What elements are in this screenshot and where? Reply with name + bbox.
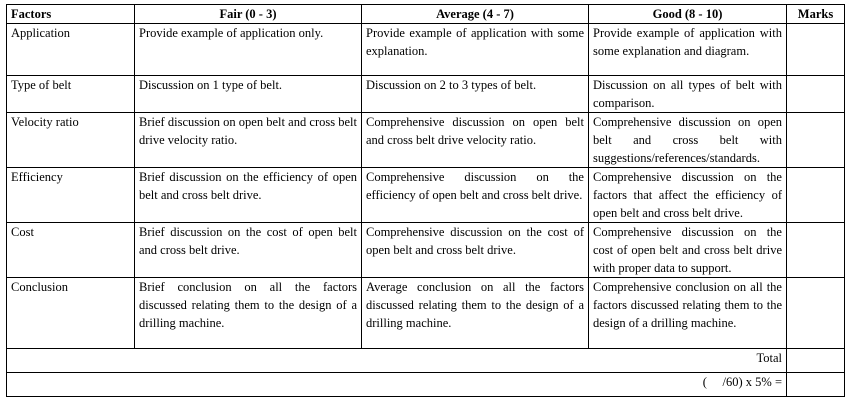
total-marks-cell[interactable] [787,349,845,373]
marks-cell[interactable] [787,223,845,278]
table-row [7,113,845,168]
table-row [7,223,845,278]
marks-cell[interactable] [787,76,845,113]
header-average: Average (4 - 7) [362,5,589,24]
fair-cell: Brief discussion on the cost of open belt and cross belt drive. [135,223,362,278]
average-cell: Average conclusion on all the factors discussed relating them to the design of a drilling machine. [362,278,589,349]
average-cell: Comprehensive discussion on the efficiency of open belt and cross belt drive. [362,168,589,223]
good-cell: Discussion on all types of belt with comparison. [589,76,787,113]
marks-cell[interactable] [787,24,845,76]
factor-cell: Type of belt [7,76,135,113]
good-cell: Comprehensive discussion on the cost of open belt and cross belt drive with proper data to support. [589,223,787,278]
score-row [7,373,845,397]
good-cell: Comprehensive discussion on the factors that affect the efficiency of open belt and cross belt drive. [589,168,787,223]
fair-cell: Provide example of application only. [135,24,362,76]
marks-cell[interactable] [787,168,845,223]
fair-cell: Brief discussion on open belt and cross belt drive velocity ratio. [135,113,362,168]
factor-cell: Conclusion [7,278,135,349]
good-cell: Comprehensive discussion on open belt and cross belt with suggestions/references/standards. [589,113,787,168]
rubric-table [6,4,845,397]
marks-cell[interactable] [787,113,845,168]
factor-cell: Application [7,24,135,76]
average-cell: Discussion on 2 to 3 types of belt. [362,76,589,113]
fair-cell: Brief discussion on the efficiency of open belt and cross belt drive. [135,168,362,223]
header-factors: Factors [7,5,135,24]
factor-cell: Velocity ratio [7,113,135,168]
marks-cell[interactable] [787,278,845,349]
rubric-container [6,4,845,397]
header-fair: Fair (0 - 3) [135,5,362,24]
table-row [7,278,845,349]
table-row [7,76,845,113]
table-row [7,168,845,223]
score-formula: ( /60) x 5% = [7,373,787,397]
good-cell: Provide example of application with some explanation and diagram. [589,24,787,76]
header-marks: Marks [787,5,845,24]
fair-cell: Brief conclusion on all the factors discussed relating them to the design of a drilling machine. [135,278,362,349]
fair-cell: Discussion on 1 type of belt. [135,76,362,113]
score-marks-cell[interactable] [787,373,845,397]
average-cell: Comprehensive discussion on the cost of open belt and cross belt drive. [362,223,589,278]
total-row [7,349,845,373]
total-label: Total [7,349,787,373]
header-good: Good (8 - 10) [589,5,787,24]
factor-cell: Cost [7,223,135,278]
table-row [7,24,845,76]
header-row [7,5,845,24]
factor-cell: Efficiency [7,168,135,223]
average-cell: Comprehensive discussion on open belt and cross belt drive velocity ratio. [362,113,589,168]
average-cell: Provide example of application with some explanation. [362,24,589,76]
good-cell: Comprehensive conclusion on all the factors discussed relating them to the design of a drilling machine. [589,278,787,349]
